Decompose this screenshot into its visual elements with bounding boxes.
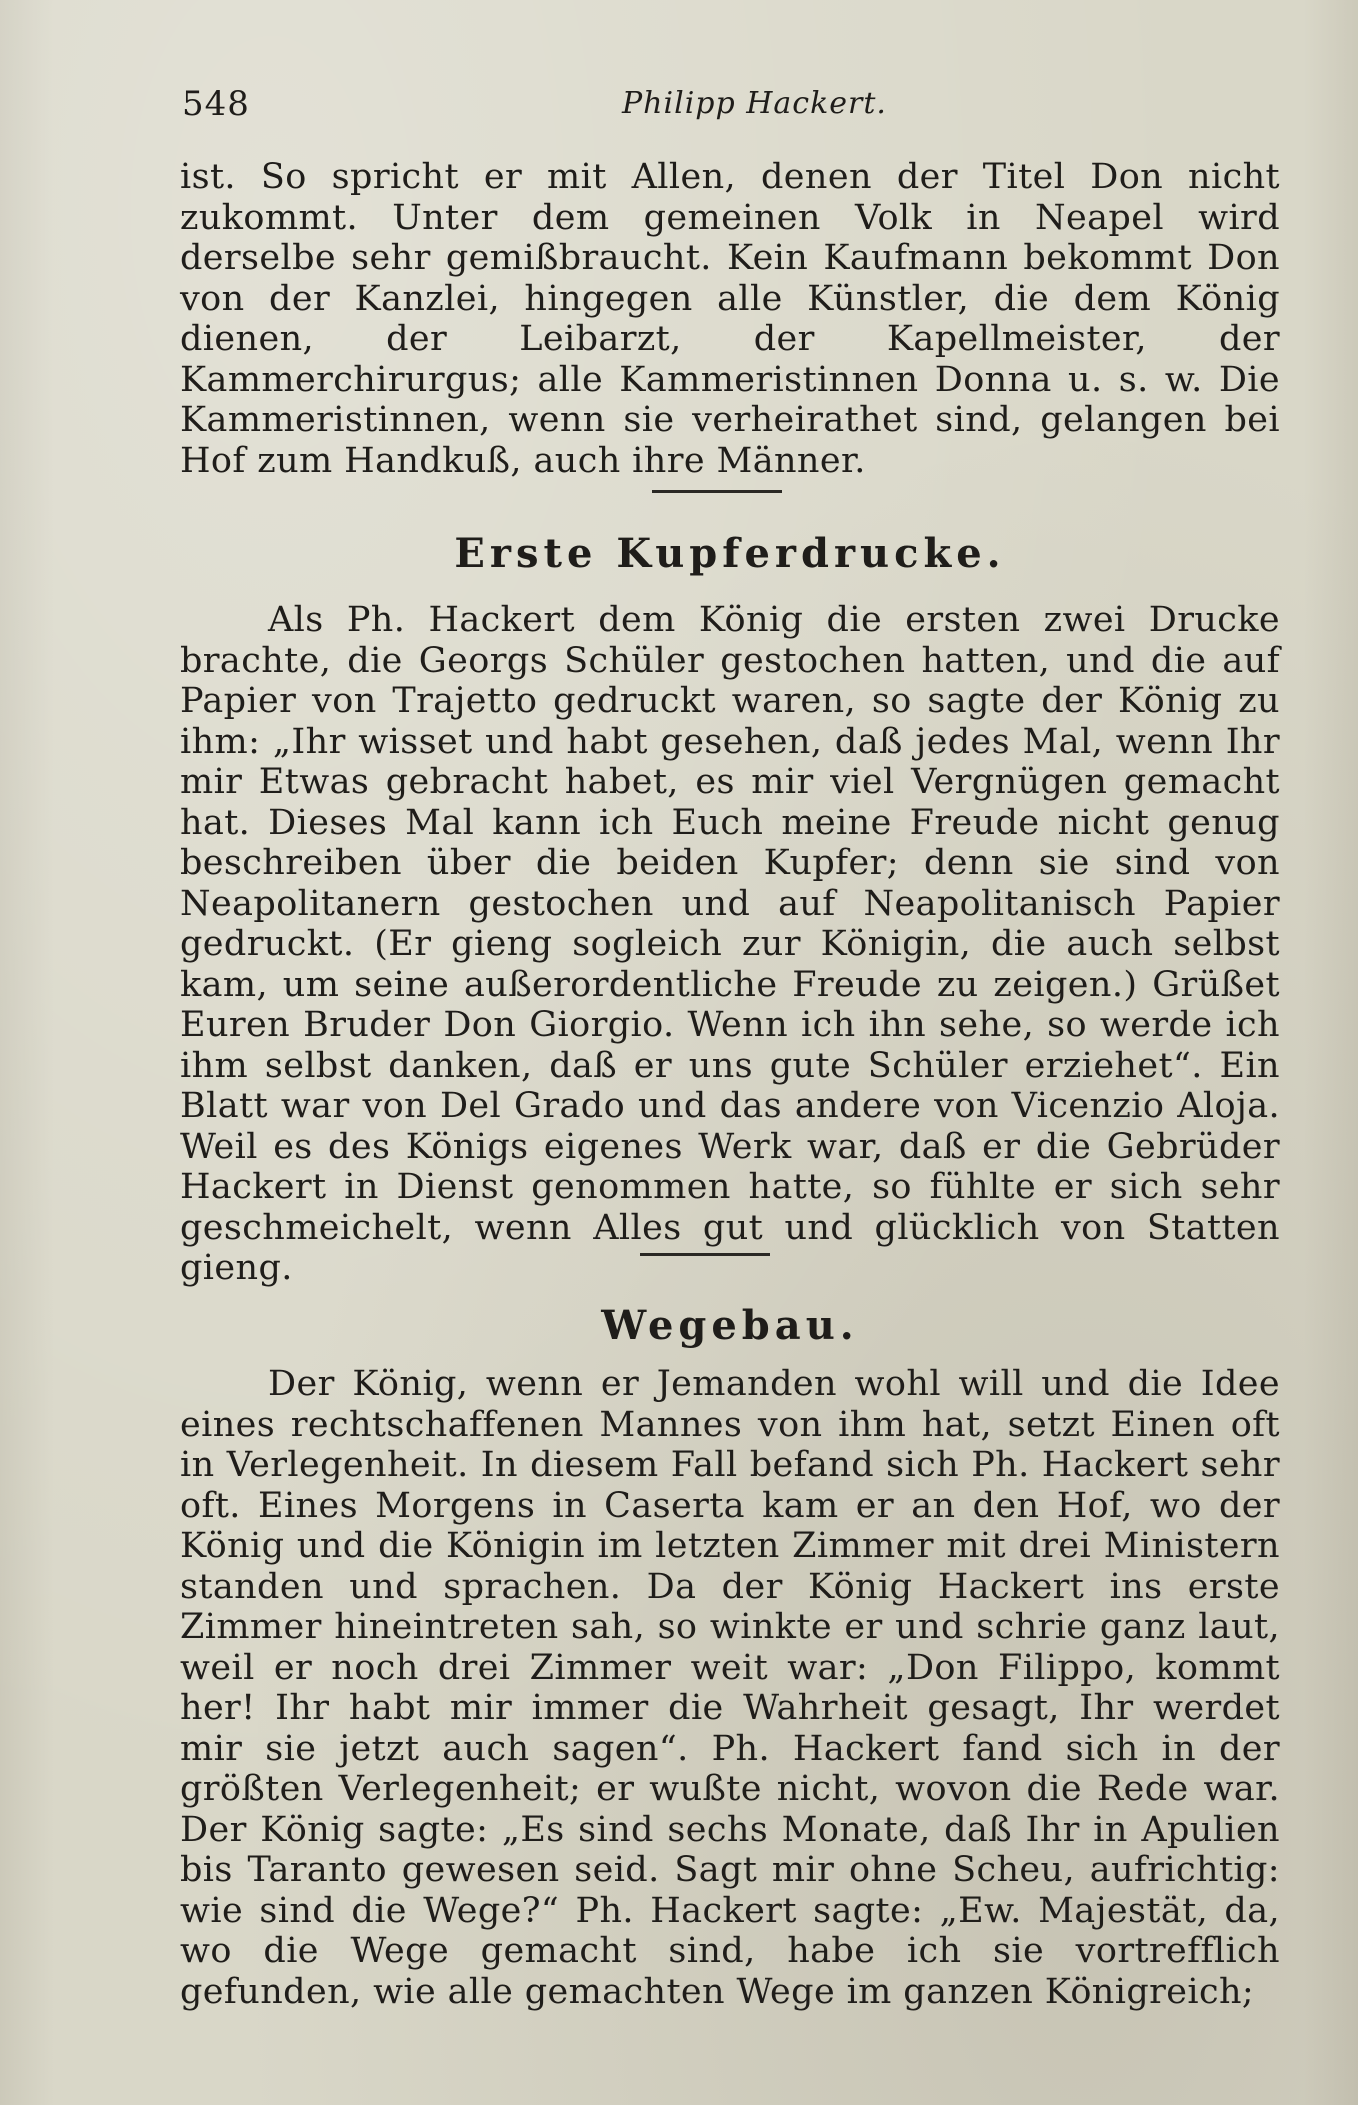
section-wegebau	[180, 1364, 1280, 2012]
paragraph-wegebau: Der König, wenn er Jemanden wohl will und die Idee eines rechtschaffenen Mannes von ihm hat, setzt Einen oft in Verlegenheit. In diesem Fall befand sich Ph. Hackert sehr oft. Eines Morgens in Caserta kam er an den Hof, wo der König und die Königin im letzten Zimmer mit drei Ministern standen und sprachen. Da der König Hackert ins erste Zimmer hineintreten sah, so winkte er und schrie ganz laut, weil er noch drei Zimmer weit war: „Don Filippo, kommt her! Ihr habt mir immer die Wahrheit gesagt, Ihr werdet mir sie jetzt auch sagen“. Ph. Hackert fand sich in der größten Verlegenheit; er wußte nicht, wovon die Rede war. Der König sagte: „Es sind sechs Monate, daß Ihr in Apulien bis Taranto gewesen seid. Sagt mir ohne Scheu, aufrichtig: wie sind die Wege?“ Ph. Hackert sagte: „Ew. Majestät, da, wo die Wege gemacht sind, habe ich sie vortrefflich gefunden, wie alle gemachten Wege im ganzen Königreich;	[180, 1364, 1280, 2012]
section-divider	[640, 1253, 770, 1256]
page-number: 548	[182, 84, 250, 124]
running-title: Philipp Hackert.	[622, 86, 887, 121]
section-heading-wegebau: Wegebau.	[601, 1302, 859, 1349]
running-head	[182, 84, 1282, 134]
paragraph-don-title: ist. So spricht er mit Allen, denen der Titel Don nicht zukommt. Unter dem gemeinen Volk in Neapel wird derselbe sehr gemißbraucht. Kein Kaufmann bekommt Don von der Kanzlei, hingegen alle Künstler, die dem König dienen, der Leibarzt, der Kapellmeister, der Kammerchirurgus; alle Kammeristinnen Donna u. s. w. Die Kammeristinnen, wenn sie verheirathet sind, gelangen bei Hof zum Handkuß, auch ihre Männer.	[180, 157, 1280, 481]
paragraph-kupferdrucke: Als Ph. Hackert dem König die ersten zwei Drucke brachte, die Georgs Schüler gestochen hatten, und die auf Papier von Trajetto gedruckt waren, so sagte der König zu ihm: „Ihr wisset und habt gesehen, daß jedes Mal, wenn Ihr mir Etwas gebracht habet, es mir viel Vergnügen gemacht hat. Dieses Mal kann ich Euch meine Freude nicht genug beschreiben über die beiden Kupfer; denn sie sind von Neapolitanern gestochen und auf Neapolitanisch Papier gedruckt. (Er gieng sogleich zur Königin, die auch selbst kam, um seine außerordentliche Freude zu zeigen.) Grüßet Euren Bruder Don Giorgio. Wenn ich ihn sehe, so werde ich ihm selbst danken, daß er uns gute Schüler erziehet“. Ein Blatt war von Del Grado und das andere von Vicenzio Aloja. Weil es des Königs eigenes Werk war, daß er die Gebrüder Hackert in Dienst genommen hatte, so fühlte er sich sehr geschmeichelt, wenn Alles gut und glücklich von Statten gieng.	[180, 600, 1280, 1288]
section-erste-kupferdrucke	[180, 600, 1280, 1289]
section-divider	[652, 490, 782, 493]
section-continuation	[180, 157, 1280, 481]
section-heading-erste-kupferdrucke: Erste Kupferdrucke.	[454, 530, 1006, 577]
